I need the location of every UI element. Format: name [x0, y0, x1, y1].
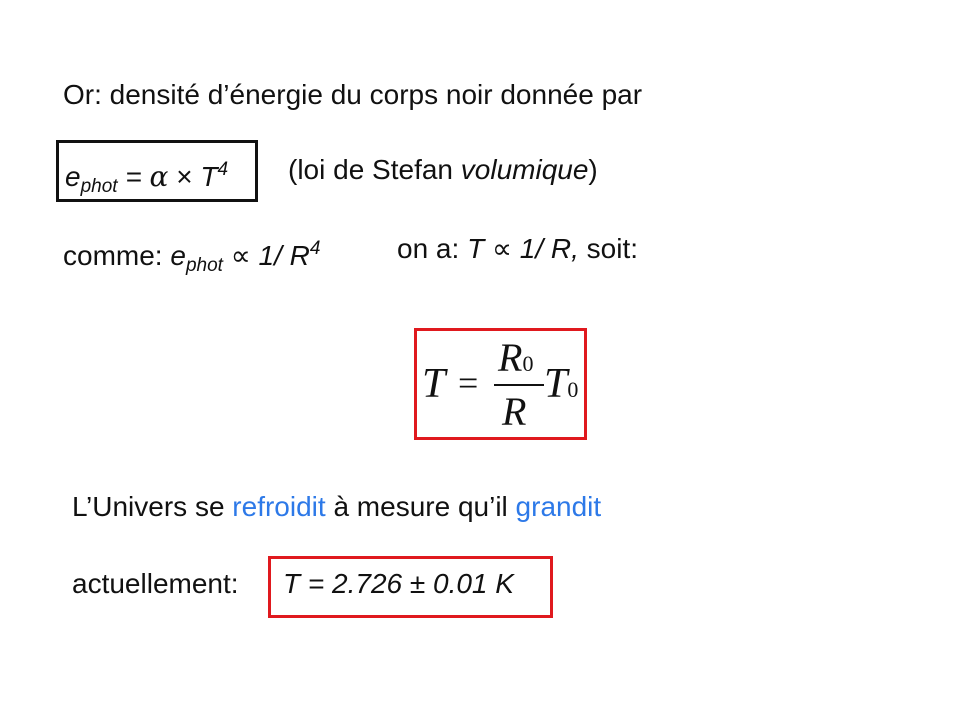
exponent-4: 4 — [217, 159, 229, 180]
times-sign: × — [176, 161, 193, 192]
grandit-word: grandit — [515, 491, 602, 522]
actuellement-label: actuellement: — [72, 568, 239, 599]
proportional-symbol: ∝ — [230, 240, 251, 271]
numerator-subscript: 0 — [522, 351, 534, 376]
on-a-label: on a: — [397, 233, 468, 264]
formula-rhs — [544, 360, 578, 408]
univers-line — [72, 490, 601, 524]
stefan-law-equation — [65, 153, 228, 204]
on-a-temperature: T — [467, 233, 485, 264]
univers-part1: L’Univers se — [72, 491, 233, 522]
intro-text: Or: densité d’énergie du corps noir donnée par — [63, 79, 643, 110]
numerator-r: R — [498, 335, 523, 380]
soit-label: soit: — [578, 233, 639, 264]
energy-subscript: phot — [80, 176, 118, 197]
rhs-subscript: 0 — [567, 377, 579, 402]
inverse-r4-exponent: 4 — [309, 238, 321, 259]
equals-sign: = — [125, 161, 142, 192]
comme-energy: e — [170, 240, 186, 271]
temperature-scaling-formula — [414, 328, 587, 440]
comme-line — [63, 232, 320, 283]
stefan-law-note — [288, 153, 598, 187]
rhs-t: T — [544, 361, 568, 407]
formula-equals: = — [458, 363, 479, 403]
energy-symbol: e — [65, 161, 81, 192]
formula-denominator: R — [502, 389, 527, 434]
univers-part2: à mesure qu’il — [325, 491, 516, 522]
formula-numerator — [498, 334, 533, 381]
note-open: (loi de Stefan — [288, 154, 461, 185]
inverse-r4: 1/ R — [250, 240, 310, 271]
inverse-r: 1/ R, — [511, 233, 579, 264]
current-temperature-value: T = 2.726 ± 0.01 K — [283, 568, 514, 599]
refroidit-word: refroidit — [232, 491, 326, 522]
intro-line — [63, 78, 642, 112]
on-a-line — [397, 232, 638, 266]
alpha-symbol: α — [149, 160, 169, 193]
fraction-bar — [494, 384, 544, 386]
comme-energy-subscript: phot — [185, 255, 223, 276]
proportional-symbol-2: ∝ — [491, 233, 512, 264]
formula-lhs: T — [422, 361, 446, 407]
temperature-symbol: T — [200, 161, 218, 192]
comme-label: comme: — [63, 240, 171, 271]
note-close: ) — [588, 154, 598, 185]
note-italic: volumique — [460, 154, 589, 185]
